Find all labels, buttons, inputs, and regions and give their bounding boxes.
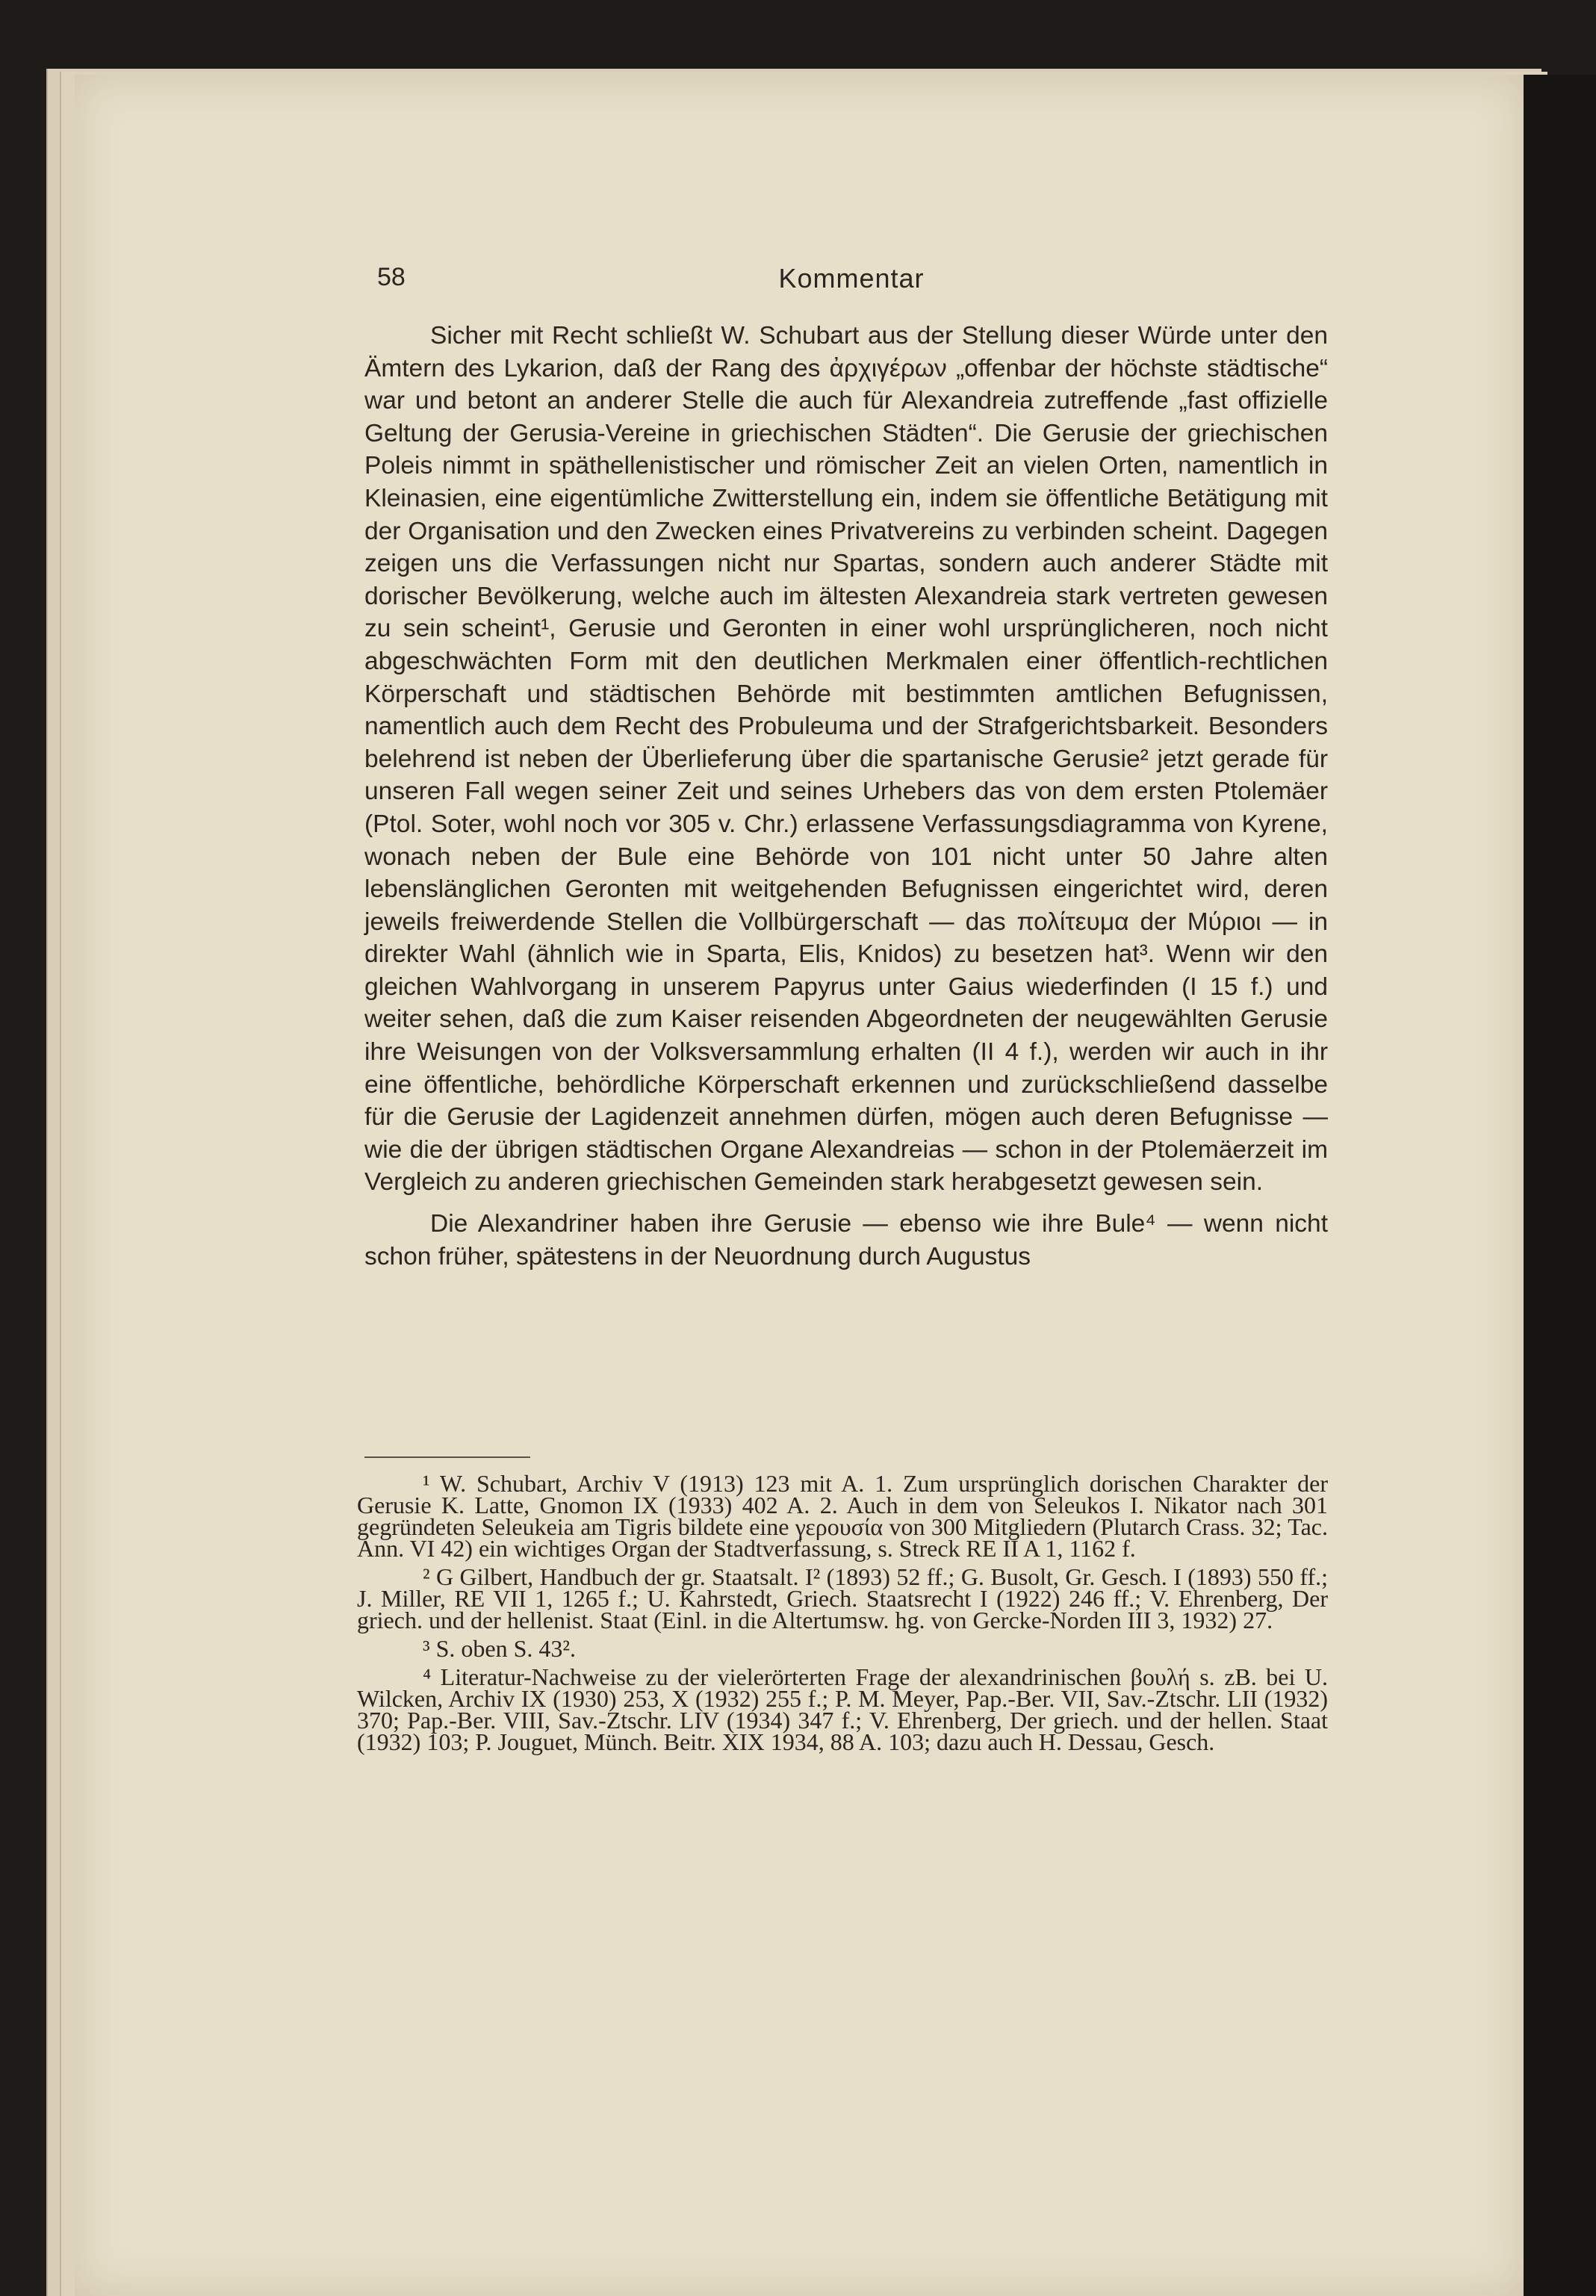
paragraph-1: Sicher mit Recht schließt W. Schubart aus der Stellung dieser Würde unter den Ämtern des Lykarion, daß der Rang des ἀρχιγέρων „offenbar der höchste städtische“ war und betont an anderer Stelle die auch für Alexandreia zutreffende „fast offizielle Geltung der Gerusia-Vereine in griechischen Städten“. Die Gerusie der griechischen Poleis nimmt in späthellenistischer und römischer Zeit an vielen Orten, namentlich in Kleinasien, eine eigentümliche Zwitterstellung ein, indem sie öffentliche Betätigung mit der Organisation und den Zwecken eines Privatvereins zu verbinden scheint. Dagegen zeigen uns die Verfassungen nicht nur Spartas, sondern auch anderer Städte mit dorischer Bevölkerung, welche auch im ältesten Alexandreia stark vertreten gewesen zu sein scheint¹, Gerusie und Geronten in einer wohl ursprünglicheren, noch nicht abgeschwächten Form mit den deutlichen Merkmalen einer öffentlich-rechtlichen Körperschaft und städtischen Behörde mit bestimmten amtlichen Befugnissen, namentlich auch dem Recht des Probuleuma und der Strafgerichtsbarkeit. Besonders belehrend ist neben der Überlieferung über die spartanische Gerusie² jetzt gerade für unseren Fall wegen seiner Zeit und seines Urhebers das von dem ersten Ptolemäer (Ptol. Soter, wohl noch vor 305 v. Chr.) erlassene Verfassungsdiagramma von Kyrene, wonach neben der Bule eine Behörde von 101 nicht unter 50 Jahre alten lebenslänglichen Geronten mit weitgehenden Befugnissen eingerichtet wird, deren jeweils freiwerdende Stellen die Vollbürgerschaft — das πολίτευμα der Μύριοι — in direkter Wahl (ähnlich wie in Sparta, Elis, Knidos) zu besetzen hat³. Wenn wir den gleichen Wahlvorgang in unserem Papyrus unter Gaius wiederfinden (I 15 f.) und weiter sehen, daß die zum Kaiser reisenden Abgeordneten der neugewählten Gerusie ihre Weisungen von der Volksversammlung erhalten (II 4 f.), werden wir auch in ihr eine öffentliche, behördliche Körperschaft erkennen und zurückschließend dasselbe für die Gerusie der Lagidenzeit annehmen dürfen, mögen auch deren Befugnisse — wie die der übrigen städtischen Organe Alexandreias — schon in der Ptolemäerzeit im Vergleich zu anderen griechischen Gemeinden stark herabgesetzt gewesen sein.: [364, 322, 1328, 1197]
main-text: [364, 320, 1328, 1273]
paragraph-2: Die Alexandriner haben ihre Gerusie — ebenso wie ihre Bule⁴ — wenn nicht schon früher, spätestens in der Neuordnung durch Augustus: [364, 1210, 1328, 1270]
footnote-4: ⁴ Literatur-Nachweise zu der vielerörterten Frage der alexandrinischen βουλή s. zB. bei U. Wilcken, Archiv IX (1930) 253, X (1932) 255 f.; P. M. Meyer, Pap.-Ber. VII, Sav.-Ztschr. LII (1932) 370; Pap.-Ber. VIII, Sav.-Ztschr. LIV (1934) 347 f.; V. Ehrenberg, Der griech. und der hellen. Staat (1932) 103; P. Jouguet, Münch. Beitr. XIX 1934, 88 A. 103; dazu auch H. Dessau, Gesch.: [357, 1663, 1328, 1755]
page-number: 58: [377, 263, 406, 291]
footnote-3: ³ S. oben S. 43².: [423, 1635, 576, 1662]
running-title: Kommentar: [778, 263, 925, 294]
adjacent-page-shadow: [1524, 75, 1596, 2296]
page-header: [377, 263, 1326, 308]
footnote-1: ¹ W. Schubart, Archiv V (1913) 123 mit A. 1. Zum ursprünglich dorischen Charakter der Gerusie K. Latte, Gnomon IX (1933) 402 A. 2. Auch in dem von Seleukos I. Nikator nach 301 gegründeten Seleukeia am Tigris bildete eine γερουσία von 300 Mitgliedern (Plutarch Crass. 32; Tac. Ann. VI 42) ein wichtiges Organ der Stadtverfassung, s. Streck RE II A 1, 1162 f.: [357, 1470, 1328, 1562]
footnote-2: ² G Gilbert, Handbuch der gr. Staatsalt. I² (1893) 52 ff.; G. Busolt, Gr. Gesch. I (1893) 550 ff.; J. Miller, RE VII 1, 1265 f.; U. Kahrstedt, Griech. Staatsrecht I (1922) 246 ff.; V. Ehrenberg, Der griech. und der hellenist. Staat (Einl. in die Altertumsw. hg. von Gercke-Norden III 3, 1932) 27.: [357, 1563, 1328, 1633]
footnote-separator: [364, 1456, 530, 1458]
footnotes: [357, 1470, 1328, 1760]
